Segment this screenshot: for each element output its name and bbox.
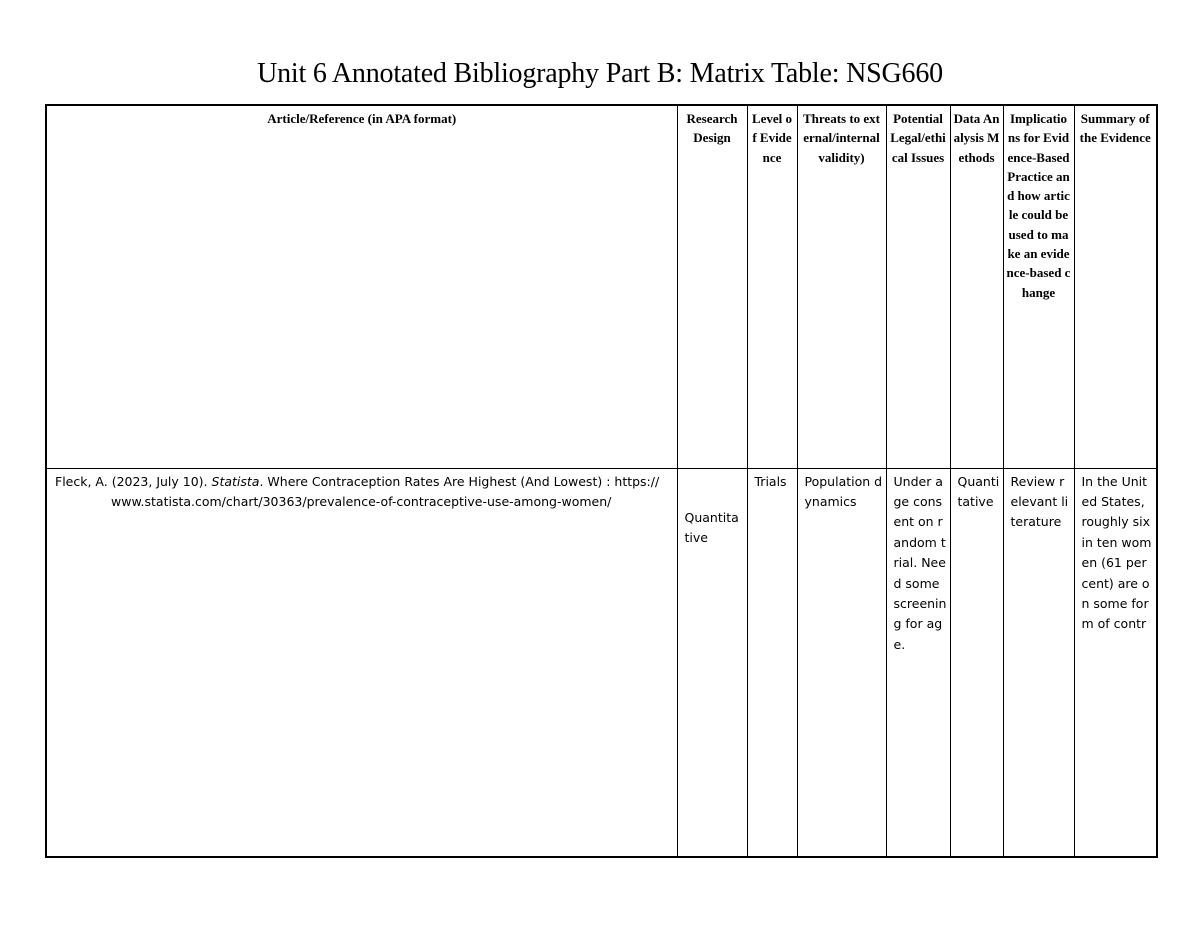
matrix-table — [45, 104, 1158, 858]
cell-summary: In the United States, roughly six in ten women (61 percent) are on some form of contr — [1074, 468, 1157, 857]
cell-implications: Review relevant literature — [1003, 468, 1074, 857]
cell-research-design: Quantitative — [677, 468, 747, 857]
header-data-analysis: Data Analysis Methods — [950, 105, 1003, 468]
cell-legal-ethical: Under age consent on random trial. Need some screening for age. — [886, 468, 950, 857]
reference-lead: Fleck, A. (2023, July 10). — [55, 473, 212, 489]
cell-level-of-evidence: Trials — [747, 468, 797, 857]
header-level-of-evidence: Level of Evidence — [747, 105, 797, 468]
reference-url: https://www.statista.com/chart/30363/prevalence-of-contraceptive-use-among-women/ — [111, 473, 660, 509]
header-legal-ethical: Potential Legal/ethical Issues — [886, 105, 950, 468]
header-threats-validity: Threats to external/internal validity) — [797, 105, 886, 468]
reference-source: Statista — [211, 473, 260, 489]
document-title: Unit 6 Annotated Bibliography Part B: Matrix Table: NSG660 — [257, 58, 943, 89]
header-summary: Summary of the Evidence — [1074, 105, 1157, 468]
header-row — [46, 105, 1157, 468]
apa-reference — [55, 472, 669, 513]
reference-title: . Where Contraception Rates Are Highest (And Lowest) : — [259, 473, 615, 489]
table-row — [46, 468, 1157, 857]
cell-data-analysis: Quantitative — [950, 468, 1003, 857]
header-research-design: Research Design — [677, 105, 747, 468]
header-article-reference: Article/Reference (in APA format) — [46, 105, 677, 468]
cell-threats-validity: Population dynamics — [797, 468, 886, 857]
header-implications: Implications for Evidence-Based Practice and how article could be used to make an evidence-based change — [1003, 105, 1074, 468]
cell-reference — [46, 468, 677, 857]
